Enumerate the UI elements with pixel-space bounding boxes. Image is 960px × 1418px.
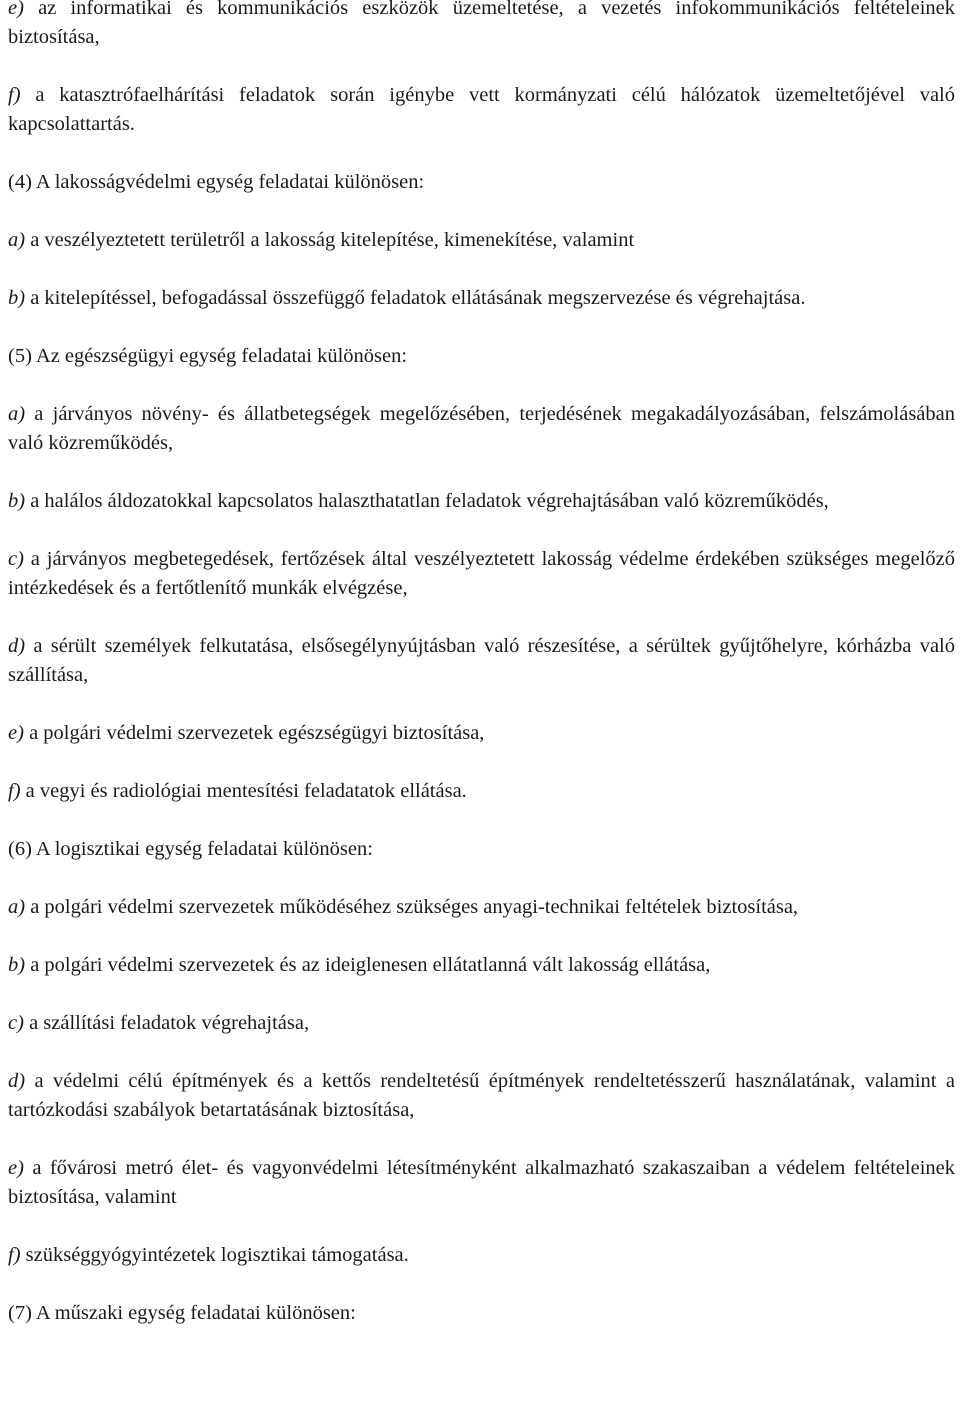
list-item xyxy=(8,632,955,690)
list-item xyxy=(8,1067,955,1125)
item-text: a sérült személyek felkutatása, elsősegélynyújtásban való részesítése, a sérültek gyűjtőhelyre, kórházba való szállítása, xyxy=(8,635,955,686)
item-text: a katasztrófaelhárítási feladatok során igénybe vett kormányzati célú hálózatok üzemeltetőjével való kapcsolattartás. xyxy=(8,84,955,135)
item-marker: a) xyxy=(8,896,26,918)
item-text: szükséggyógyintézetek logisztikai támogatása. xyxy=(20,1244,409,1266)
list-item xyxy=(8,400,955,458)
item-text: (4) A lakosságvédelmi egység feladatai különösen: xyxy=(8,171,425,193)
item-marker: a) xyxy=(8,403,26,425)
item-text: (5) Az egészségügyi egység feladatai különösen: xyxy=(8,345,408,367)
section-heading xyxy=(8,835,955,864)
item-marker: b) xyxy=(8,490,26,512)
item-marker: e) xyxy=(8,722,24,744)
section-heading xyxy=(8,168,955,197)
item-text: a polgári védelmi szervezetek egészségügyi biztosítása, xyxy=(23,722,485,744)
section-heading xyxy=(8,1299,955,1328)
item-text: az informatikai és kommunikációs eszközök üzemeltetése, a vezetés infokommunikációs feltételeinek biztosítása, xyxy=(8,0,955,48)
item-text: a járványos növény- és állatbetegségek megelőzésében, terjedésének megakadályozásában, felszámolásában való közreműködés, xyxy=(8,403,955,454)
item-text: a fővárosi metró élet- és vagyonvédelmi létesítményként alkalmazható szakaszaiban a védelem feltételeinek biztosítása, valamint xyxy=(8,1157,955,1208)
list-item xyxy=(8,226,955,255)
list-item xyxy=(8,777,955,806)
item-marker: b) xyxy=(8,287,26,309)
list-item xyxy=(8,719,955,748)
item-text: a kitelepítéssel, befogadással összefüggő feladatok ellátásának megszervezése és végrehajtása. xyxy=(25,287,806,309)
item-marker: c) xyxy=(8,1012,24,1034)
item-text: a polgári védelmi szervezetek és az ideiglenesen ellátatlanná vált lakosság ellátása, xyxy=(25,954,711,976)
item-text: (7) A műszaki egység feladatai különösen: xyxy=(8,1302,356,1324)
list-item xyxy=(8,81,955,139)
list-item xyxy=(8,545,955,603)
item-marker: a) xyxy=(8,229,26,251)
item-text: a veszélyeztetett területről a lakosság kitelepítése, kimenekítése, valamint xyxy=(25,229,635,251)
item-text: a védelmi célú építmények és a kettős rendeltetésű építmények rendeltetésszerű használatának, valamint a tartózkodási szabályok betartatásának biztosítása, xyxy=(8,1070,955,1121)
item-marker: e) xyxy=(8,1157,24,1179)
item-marker: f) xyxy=(8,780,21,802)
list-item xyxy=(8,1241,955,1270)
list-item xyxy=(8,0,955,52)
item-text: a szállítási feladatok végrehajtása, xyxy=(23,1012,310,1034)
item-marker: c) xyxy=(8,548,24,570)
item-text: a vegyi és radiológiai mentesítési feladatatok ellátása. xyxy=(20,780,467,802)
list-item xyxy=(8,1154,955,1212)
list-item xyxy=(8,487,955,516)
item-marker: f) xyxy=(8,84,21,106)
item-text: a járványos megbetegedések, fertőzések által veszélyeztetett lakosság védelme érdekében szükséges megelőző intézkedések és a fertőtlenítő munkák elvégzése, xyxy=(8,548,955,599)
list-item xyxy=(8,951,955,980)
item-marker: b) xyxy=(8,954,26,976)
section-heading xyxy=(8,342,955,371)
item-marker: d) xyxy=(8,635,26,657)
item-text: (6) A logisztikai egység feladatai különösen: xyxy=(8,838,373,860)
item-marker: d) xyxy=(8,1070,26,1092)
item-text: a polgári védelmi szervezetek működéséhez szükséges anyagi-technikai feltételek biztosítása, xyxy=(25,896,799,918)
list-item xyxy=(8,893,955,922)
item-text: a halálos áldozatokkal kapcsolatos halaszthatatlan feladatok végrehajtásában való közreműködés, xyxy=(25,490,829,512)
item-marker: e) xyxy=(8,0,24,19)
list-item xyxy=(8,1009,955,1038)
list-item xyxy=(8,284,955,313)
item-marker: f) xyxy=(8,1244,21,1266)
